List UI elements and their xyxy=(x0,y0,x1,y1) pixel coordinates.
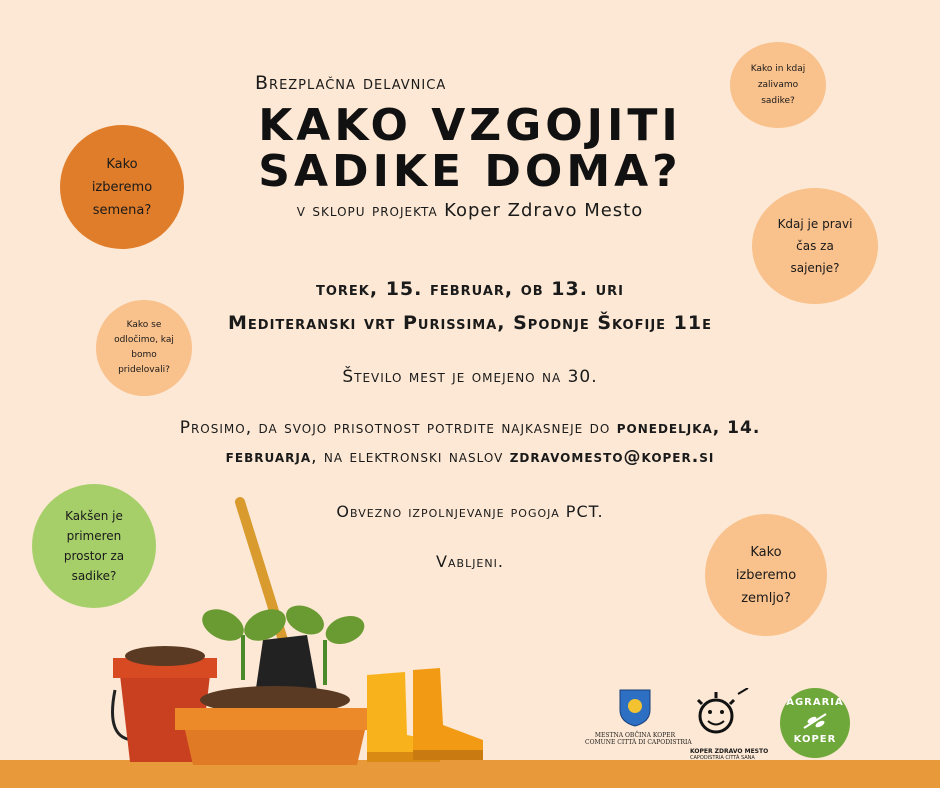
kzm-name: KOPER ZDRAVO MESTO xyxy=(690,748,769,755)
bubble-planting-time xyxy=(752,188,878,304)
bubble-decide-line: bomo xyxy=(131,350,157,360)
subtitle: Brezplačna delavnica xyxy=(255,72,447,94)
bubble-watering-line: Kako in kdaj xyxy=(750,64,806,74)
bubble-seeds-line: Kako xyxy=(106,156,138,172)
bubble-decide-line: Kako se xyxy=(126,320,162,330)
bubble-soil-line: izberemo xyxy=(735,567,797,583)
rsvp-line-1 xyxy=(0,418,940,438)
rsvp-line-2 xyxy=(0,447,940,467)
project-line xyxy=(250,200,690,221)
event-location: Mediteranski vrt Purissima, Spodnje Škofije 11e xyxy=(228,312,712,334)
bubble-soil xyxy=(705,514,827,636)
bubble-planting-line: čas za xyxy=(796,239,834,253)
bubble-decide-line: odločimo, kaj xyxy=(114,335,174,345)
coat-of-arms-icon xyxy=(618,688,652,728)
mok-logo xyxy=(585,688,692,758)
bubble-watering-line: zalivamo xyxy=(757,80,799,90)
bubble-soil-line: Kako xyxy=(750,544,782,560)
agraria-top-text: AGRARIA xyxy=(786,697,844,708)
bubble-planting-line: sajenje? xyxy=(790,261,840,275)
bubble-seeds-line: izberemo xyxy=(91,179,153,195)
rsvp-text-2: , na elektronski naslov xyxy=(311,447,510,467)
project-prefix: v sklopu projekta xyxy=(296,201,445,221)
bubble-seeds-line: semena? xyxy=(92,202,152,218)
mok-name-it: COMUNE CITTÀ DI CAPODISTRIA xyxy=(585,739,692,746)
bubble-space-line: primeren xyxy=(66,529,122,543)
koper-zdravo-mesto-logo xyxy=(690,688,769,761)
welcome-text: Vabljeni. xyxy=(436,552,504,571)
email-link[interactable]: zdravomesto@koper.si xyxy=(509,447,715,467)
mok-name: MESTNA OBČINA KOPER xyxy=(594,732,676,739)
title-line-2: SADIKE DOMA? xyxy=(258,146,682,197)
event-capacity: Število mest je omejeno na 30. xyxy=(342,367,598,387)
rsvp-date-a: ponedeljka, 14. xyxy=(616,418,761,438)
kzm-name-it: CAPODISTRIA CITTÀ SANA xyxy=(690,755,755,761)
bubble-watering-line: sadike? xyxy=(761,96,795,106)
bubble-space-line: Kakšen je xyxy=(65,509,123,523)
rsvp-date-b: februarja xyxy=(225,447,312,467)
bubble-space-line: sadike? xyxy=(71,569,117,583)
bubble-decide xyxy=(96,300,192,396)
olive-branch-icon xyxy=(800,710,830,732)
bubble-soil-line: zemljo? xyxy=(741,590,791,606)
bubble-watering xyxy=(730,42,826,128)
event-datetime: torek, 15. februar, ob 13. uri xyxy=(316,278,624,300)
title-line-1: KAKO VZGOJITI xyxy=(258,100,682,151)
smiling-sun-icon xyxy=(690,688,762,744)
agraria-bottom-text: KOPER xyxy=(793,734,837,745)
agraria-koper-logo xyxy=(780,688,850,758)
bubble-decide-line: pridelovali? xyxy=(118,365,170,375)
bubble-planting-line: Kdaj je pravi xyxy=(777,217,853,231)
pct-notice: Obvezno izpolnjevanje pogoja PCT. xyxy=(336,502,604,521)
project-name: Koper Zdravo Mesto xyxy=(444,200,644,221)
bubble-seeds xyxy=(60,125,184,249)
garden-illustration xyxy=(95,490,505,780)
bubble-space-line: prostor za xyxy=(63,549,125,563)
rsvp-text-1: Prosimo, da svojo prisotnost potrdite najkasneje do xyxy=(179,418,617,438)
